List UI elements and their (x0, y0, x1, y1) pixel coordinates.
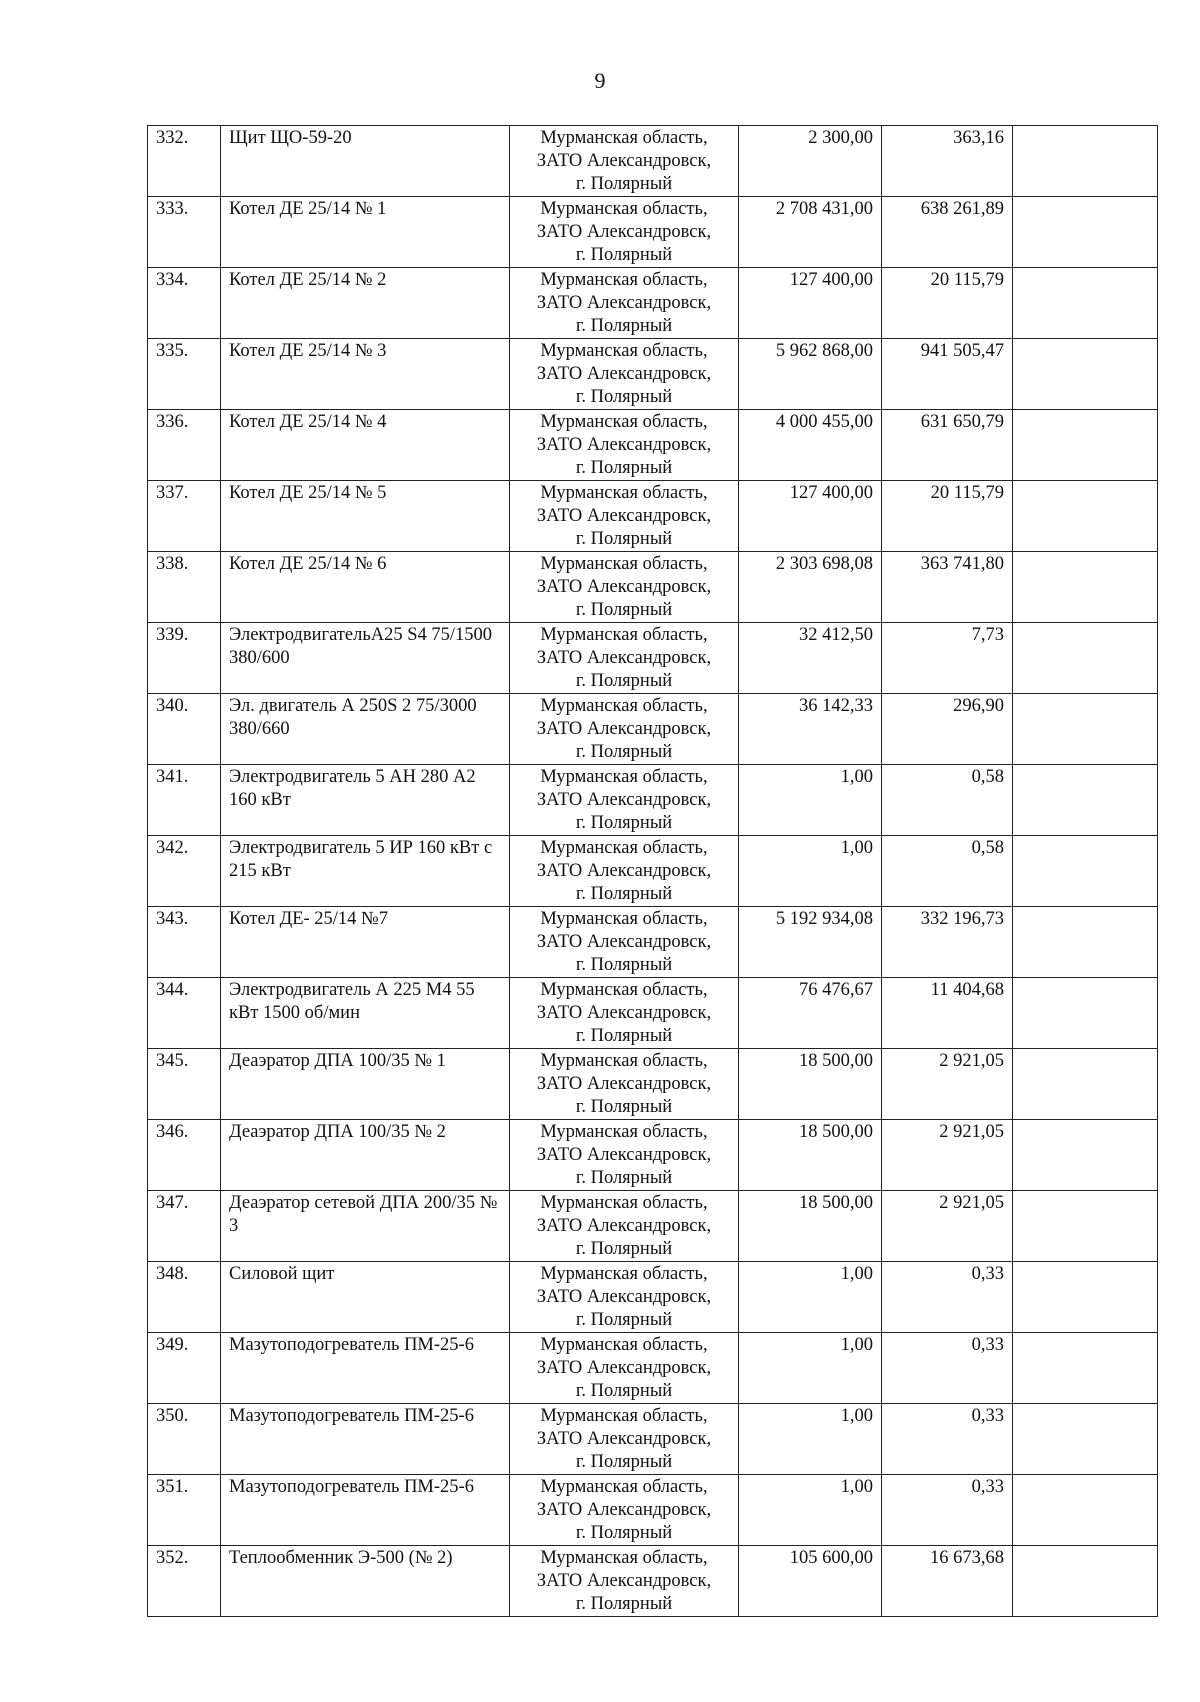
address-line: Мурманская область, (540, 412, 708, 432)
item-address (510, 1404, 739, 1475)
note-cell (1013, 126, 1158, 197)
address-line: г. Полярный (575, 1239, 673, 1259)
note-cell (1013, 197, 1158, 268)
address-line: ЗАТО Александровск, (536, 648, 712, 668)
table-row (148, 694, 1158, 765)
address-line: Мурманская область, (540, 1193, 708, 1213)
residual-value: 16 673,68 (882, 1546, 1013, 1617)
residual-value: 20 115,79 (882, 268, 1013, 339)
address-line: г. Полярный (575, 955, 673, 975)
book-value: 18 500,00 (739, 1049, 882, 1120)
residual-value: 631 650,79 (882, 410, 1013, 481)
table-row (148, 623, 1158, 694)
address-line: ЗАТО Александровск, (536, 719, 712, 739)
table-row (148, 1049, 1158, 1120)
note-cell (1013, 836, 1158, 907)
item-address (510, 126, 739, 197)
address-line: Мурманская область, (540, 625, 708, 645)
row-number: 342. (148, 836, 221, 907)
address-line: г. Полярный (575, 884, 673, 904)
note-cell (1013, 623, 1158, 694)
residual-value: 7,73 (882, 623, 1013, 694)
book-value: 2 300,00 (739, 126, 882, 197)
note-cell (1013, 907, 1158, 978)
address-line: ЗАТО Александровск, (536, 364, 712, 384)
item-address (510, 836, 739, 907)
row-number: 336. (148, 410, 221, 481)
item-address (510, 410, 739, 481)
item-address (510, 481, 739, 552)
note-cell (1013, 552, 1158, 623)
address-line: г. Полярный (575, 174, 673, 194)
table-row (148, 552, 1158, 623)
row-number: 352. (148, 1546, 221, 1617)
book-value: 1,00 (739, 765, 882, 836)
book-value: 4 000 455,00 (739, 410, 882, 481)
item-name: Мазутоподогреватель ПМ-25-6 (221, 1475, 510, 1546)
residual-value: 0,33 (882, 1475, 1013, 1546)
table-row (148, 1191, 1158, 1262)
address-line: ЗАТО Александровск, (536, 506, 712, 526)
row-number: 339. (148, 623, 221, 694)
row-number: 332. (148, 126, 221, 197)
residual-value: 363 741,80 (882, 552, 1013, 623)
item-name: Силовой щит (221, 1262, 510, 1333)
address-line: Мурманская область, (540, 909, 708, 929)
residual-value: 296,90 (882, 694, 1013, 765)
table-row (148, 836, 1158, 907)
item-name: Электродвигатель А 225 М4 55 кВт 1500 об/мин (221, 978, 510, 1049)
address-line: Мурманская область, (540, 199, 708, 219)
item-name: ЭлектродвигательА25 S4 75/1500 380/600 (221, 623, 510, 694)
address-line: Мурманская область, (540, 270, 708, 290)
table-row (148, 268, 1158, 339)
address-line: Мурманская область, (540, 838, 708, 858)
address-line: г. Полярный (575, 387, 673, 407)
residual-value: 0,33 (882, 1404, 1013, 1475)
table-row (148, 1475, 1158, 1546)
address-line: Мурманская область, (540, 1051, 708, 1071)
item-name: Электродвигатель 5 ИР 160 кВт с 215 кВт (221, 836, 510, 907)
item-name: Котел ДЕ 25/14 № 1 (221, 197, 510, 268)
table-row (148, 197, 1158, 268)
row-number: 338. (148, 552, 221, 623)
book-value: 32 412,50 (739, 623, 882, 694)
book-value: 5 962 868,00 (739, 339, 882, 410)
item-name: Эл. двигатель А 250S 2 75/3000 380/660 (221, 694, 510, 765)
address-line: ЗАТО Александровск, (536, 293, 712, 313)
address-line: г. Полярный (575, 1097, 673, 1117)
table-row (148, 765, 1158, 836)
book-value: 127 400,00 (739, 481, 882, 552)
book-value: 1,00 (739, 1333, 882, 1404)
address-line: Мурманская область, (540, 980, 708, 1000)
book-value: 18 500,00 (739, 1191, 882, 1262)
note-cell (1013, 1262, 1158, 1333)
residual-value: 20 115,79 (882, 481, 1013, 552)
row-number: 348. (148, 1262, 221, 1333)
address-line: г. Полярный (575, 458, 673, 478)
address-line: г. Полярный (575, 600, 673, 620)
row-number: 351. (148, 1475, 221, 1546)
address-line: г. Полярный (575, 1026, 673, 1046)
row-number: 335. (148, 339, 221, 410)
table-row (148, 1333, 1158, 1404)
item-address (510, 623, 739, 694)
address-line: Мурманская область, (540, 128, 708, 148)
address-line: Мурманская область, (540, 1122, 708, 1142)
item-address (510, 552, 739, 623)
note-cell (1013, 1404, 1158, 1475)
row-number: 343. (148, 907, 221, 978)
row-number: 349. (148, 1333, 221, 1404)
residual-value: 11 404,68 (882, 978, 1013, 1049)
book-value: 2 303 698,08 (739, 552, 882, 623)
address-line: ЗАТО Александровск, (536, 222, 712, 242)
note-cell (1013, 765, 1158, 836)
note-cell (1013, 1333, 1158, 1404)
item-name: Котел ДЕ 25/14 № 5 (221, 481, 510, 552)
book-value: 1,00 (739, 1262, 882, 1333)
address-line: Мурманская область, (540, 1264, 708, 1284)
address-line: г. Полярный (575, 316, 673, 336)
residual-value: 2 921,05 (882, 1120, 1013, 1191)
residual-value: 0,33 (882, 1262, 1013, 1333)
address-line: г. Полярный (575, 529, 673, 549)
table-row (148, 126, 1158, 197)
item-name: Деаэратор ДПА 100/35 № 1 (221, 1049, 510, 1120)
book-value: 1,00 (739, 836, 882, 907)
item-name: Котел ДЕ 25/14 № 2 (221, 268, 510, 339)
note-cell (1013, 694, 1158, 765)
item-address (510, 197, 739, 268)
residual-value: 0,33 (882, 1333, 1013, 1404)
item-address (510, 1333, 739, 1404)
book-value: 36 142,33 (739, 694, 882, 765)
book-value: 2 708 431,00 (739, 197, 882, 268)
address-line: г. Полярный (575, 813, 673, 833)
table-row (148, 1262, 1158, 1333)
note-cell (1013, 978, 1158, 1049)
residual-value: 332 196,73 (882, 907, 1013, 978)
address-line: Мурманская область, (540, 767, 708, 787)
address-line: г. Полярный (575, 1523, 673, 1543)
note-cell (1013, 1546, 1158, 1617)
residual-value: 363,16 (882, 126, 1013, 197)
row-number: 337. (148, 481, 221, 552)
item-address (510, 1049, 739, 1120)
row-number: 341. (148, 765, 221, 836)
note-cell (1013, 1191, 1158, 1262)
row-number: 346. (148, 1120, 221, 1191)
item-name: Котел ДЕ- 25/14 №7 (221, 907, 510, 978)
row-number: 340. (148, 694, 221, 765)
table-row (148, 978, 1158, 1049)
note-cell (1013, 268, 1158, 339)
address-line: ЗАТО Александровск, (536, 861, 712, 881)
address-line: г. Полярный (575, 671, 673, 691)
book-value: 105 600,00 (739, 1546, 882, 1617)
address-line: ЗАТО Александровск, (536, 1429, 712, 1449)
item-address (510, 339, 739, 410)
residual-value: 0,58 (882, 765, 1013, 836)
table-row (148, 1404, 1158, 1475)
item-name: Щит ЩО-59-20 (221, 126, 510, 197)
address-line: г. Полярный (575, 1168, 673, 1188)
address-line: ЗАТО Александровск, (536, 151, 712, 171)
book-value: 1,00 (739, 1475, 882, 1546)
address-line: ЗАТО Александровск, (536, 1216, 712, 1236)
address-line: г. Полярный (575, 742, 673, 762)
address-line: г. Полярный (575, 245, 673, 265)
address-line: ЗАТО Александровск, (536, 435, 712, 455)
address-line: ЗАТО Александровск, (536, 1003, 712, 1023)
row-number: 350. (148, 1404, 221, 1475)
note-cell (1013, 410, 1158, 481)
address-line: ЗАТО Александровск, (536, 577, 712, 597)
note-cell (1013, 1120, 1158, 1191)
table-row (148, 410, 1158, 481)
book-value: 127 400,00 (739, 268, 882, 339)
note-cell (1013, 481, 1158, 552)
address-line: Мурманская область, (540, 1548, 708, 1568)
address-line: ЗАТО Александровск, (536, 1500, 712, 1520)
book-value: 5 192 934,08 (739, 907, 882, 978)
property-table (147, 125, 1158, 1617)
item-address (510, 1475, 739, 1546)
residual-value: 941 505,47 (882, 339, 1013, 410)
address-line: ЗАТО Александровск, (536, 790, 712, 810)
residual-value: 638 261,89 (882, 197, 1013, 268)
address-line: Мурманская область, (540, 1477, 708, 1497)
address-line: ЗАТО Александровск, (536, 932, 712, 952)
item-address (510, 1191, 739, 1262)
item-address (510, 907, 739, 978)
item-address (510, 268, 739, 339)
note-cell (1013, 339, 1158, 410)
book-value: 1,00 (739, 1404, 882, 1475)
address-line: г. Полярный (575, 1452, 673, 1472)
address-line: Мурманская область, (540, 1335, 708, 1355)
row-number: 345. (148, 1049, 221, 1120)
item-address (510, 765, 739, 836)
row-number: 347. (148, 1191, 221, 1262)
address-line: Мурманская область, (540, 696, 708, 716)
address-line: ЗАТО Александровск, (536, 1287, 712, 1307)
address-line: Мурманская область, (540, 483, 708, 503)
table-row (148, 1120, 1158, 1191)
table-row (148, 481, 1158, 552)
address-line: Мурманская область, (540, 1406, 708, 1426)
residual-value: 0,58 (882, 836, 1013, 907)
table-row (148, 907, 1158, 978)
item-address (510, 1120, 739, 1191)
address-line: ЗАТО Александровск, (536, 1145, 712, 1165)
item-name: Электродвигатель 5 АН 280 А2 160 кВт (221, 765, 510, 836)
item-name: Деаэратор ДПА 100/35 № 2 (221, 1120, 510, 1191)
item-address (510, 1546, 739, 1617)
item-address (510, 694, 739, 765)
residual-value: 2 921,05 (882, 1049, 1013, 1120)
item-name: Котел ДЕ 25/14 № 6 (221, 552, 510, 623)
row-number: 344. (148, 978, 221, 1049)
address-line: г. Полярный (575, 1594, 673, 1614)
book-value: 18 500,00 (739, 1120, 882, 1191)
address-line: г. Полярный (575, 1310, 673, 1330)
address-line: ЗАТО Александровск, (536, 1358, 712, 1378)
book-value: 76 476,67 (739, 978, 882, 1049)
item-name: Теплообменник Э-500 (№ 2) (221, 1546, 510, 1617)
address-line: Мурманская область, (540, 341, 708, 361)
table-row (148, 1546, 1158, 1617)
address-line: Мурманская область, (540, 554, 708, 574)
item-name: Деаэратор сетевой ДПА 200/35 № 3 (221, 1191, 510, 1262)
row-number: 333. (148, 197, 221, 268)
item-name: Мазутоподогреватель ПМ-25-6 (221, 1333, 510, 1404)
item-address (510, 1262, 739, 1333)
table-row (148, 339, 1158, 410)
item-name: Мазутоподогреватель ПМ-25-6 (221, 1404, 510, 1475)
address-line: ЗАТО Александровск, (536, 1571, 712, 1591)
residual-value: 2 921,05 (882, 1191, 1013, 1262)
table-body (148, 126, 1158, 1617)
row-number: 334. (148, 268, 221, 339)
page-number: 9 (594, 68, 606, 93)
address-line: ЗАТО Александровск, (536, 1074, 712, 1094)
note-cell (1013, 1049, 1158, 1120)
note-cell (1013, 1475, 1158, 1546)
address-line: г. Полярный (575, 1381, 673, 1401)
item-name: Котел ДЕ 25/14 № 4 (221, 410, 510, 481)
item-name: Котел ДЕ 25/14 № 3 (221, 339, 510, 410)
item-address (510, 978, 739, 1049)
